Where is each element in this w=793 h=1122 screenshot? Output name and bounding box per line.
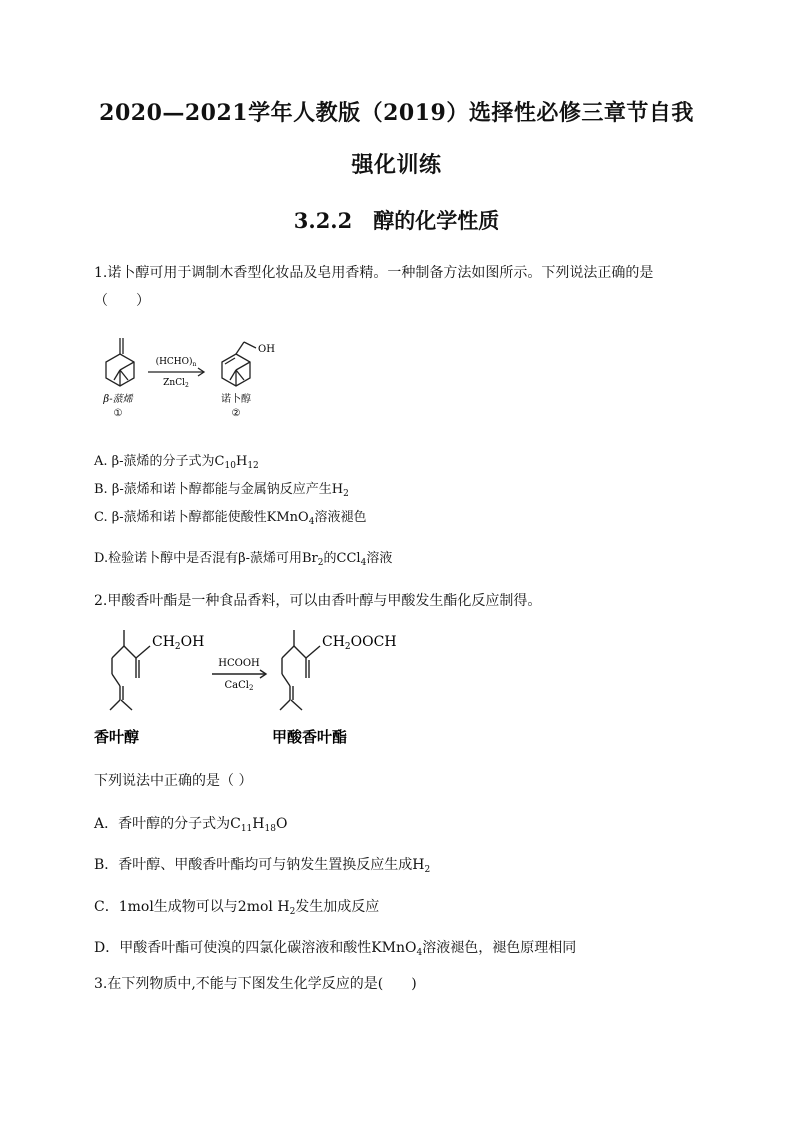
q1-stem: 1.诺卜醇可用于调制木香型化妆品及皂用香精。一种制备方法如图所示。下列说法正确的是	[94, 265, 654, 281]
q1-right-name: 诺卜醇	[221, 394, 251, 405]
q1-left-name: β-蒎烯	[103, 394, 133, 405]
q2-option-c: C．1mol生成物可以与2mol $H_2$发生加成反应	[94, 899, 380, 917]
q2-left-group: $CH_2OH$	[152, 634, 205, 652]
q1-option-c: C. β-蒎烯和诺卜醇都能使酸性KMnO$_4$溶液褪色	[94, 510, 367, 527]
q2-reagent-bottom: CaCl$_2$	[224, 680, 254, 692]
q3-stem: 3.在下列物质中,不能与下图发生化学反应的是( )	[94, 976, 417, 992]
q1-option-b: B. β-蒎烯和诺卜醇都能与金属钠反应产生$H_2$	[94, 482, 349, 499]
q2-reagent-top: HCOOH	[218, 658, 260, 669]
q2-left-name: 香叶醇	[94, 728, 140, 746]
q1-reaction-scheme	[94, 334, 294, 424]
q2-reaction-scheme	[94, 624, 414, 754]
q2-right-group: $CH_2OOCH$	[322, 634, 397, 652]
q1-reagent-top: $(HCHO)_n$	[155, 357, 197, 368]
q2-right-name: 甲酸香叶酯	[272, 728, 348, 746]
q1-option-d: D.检验诺卜醇中是否混有β-蒎烯可用$Br_2$的CCl$_4$溶液	[94, 551, 393, 568]
q2-option-d: D．甲酸香叶酯可使溴的四氯化碳溶液和酸性KMnO$_4$溶液褪色，褪色原理相同	[94, 940, 577, 958]
section-title: 3.2.2 醇的化学性质	[293, 208, 500, 233]
q1-oh-label: OH	[258, 344, 275, 355]
page-title: 2020—2021学年人教版（2019）选择性必修三章节自我	[99, 100, 694, 126]
q1-right-num: ②	[231, 408, 241, 419]
q2-stem: 2.甲酸香叶酯是一种食品香料，可以由香叶醇与甲酸发生酯化反应制得。	[94, 593, 542, 609]
q1-left-num: ①	[113, 408, 123, 419]
q1-option-a: A. β-蒎烯的分子式为$C_{10}H_{12}$	[94, 454, 259, 471]
q2-option-a: A．香叶醇的分子式为$C_{11}H_{18}O$	[94, 816, 288, 834]
q2-prompt: 下列说法中正确的是（ ）	[94, 773, 253, 789]
q2-option-b: B．香叶醇、甲酸香叶酯均可与钠发生置换反应生成$H_2$	[94, 857, 431, 875]
page-title-line2: 强化训练	[351, 152, 442, 178]
q1-answer-paren: （ ）	[94, 293, 150, 309]
q1-reagent-bottom: ZnCl$_2$	[163, 378, 189, 389]
